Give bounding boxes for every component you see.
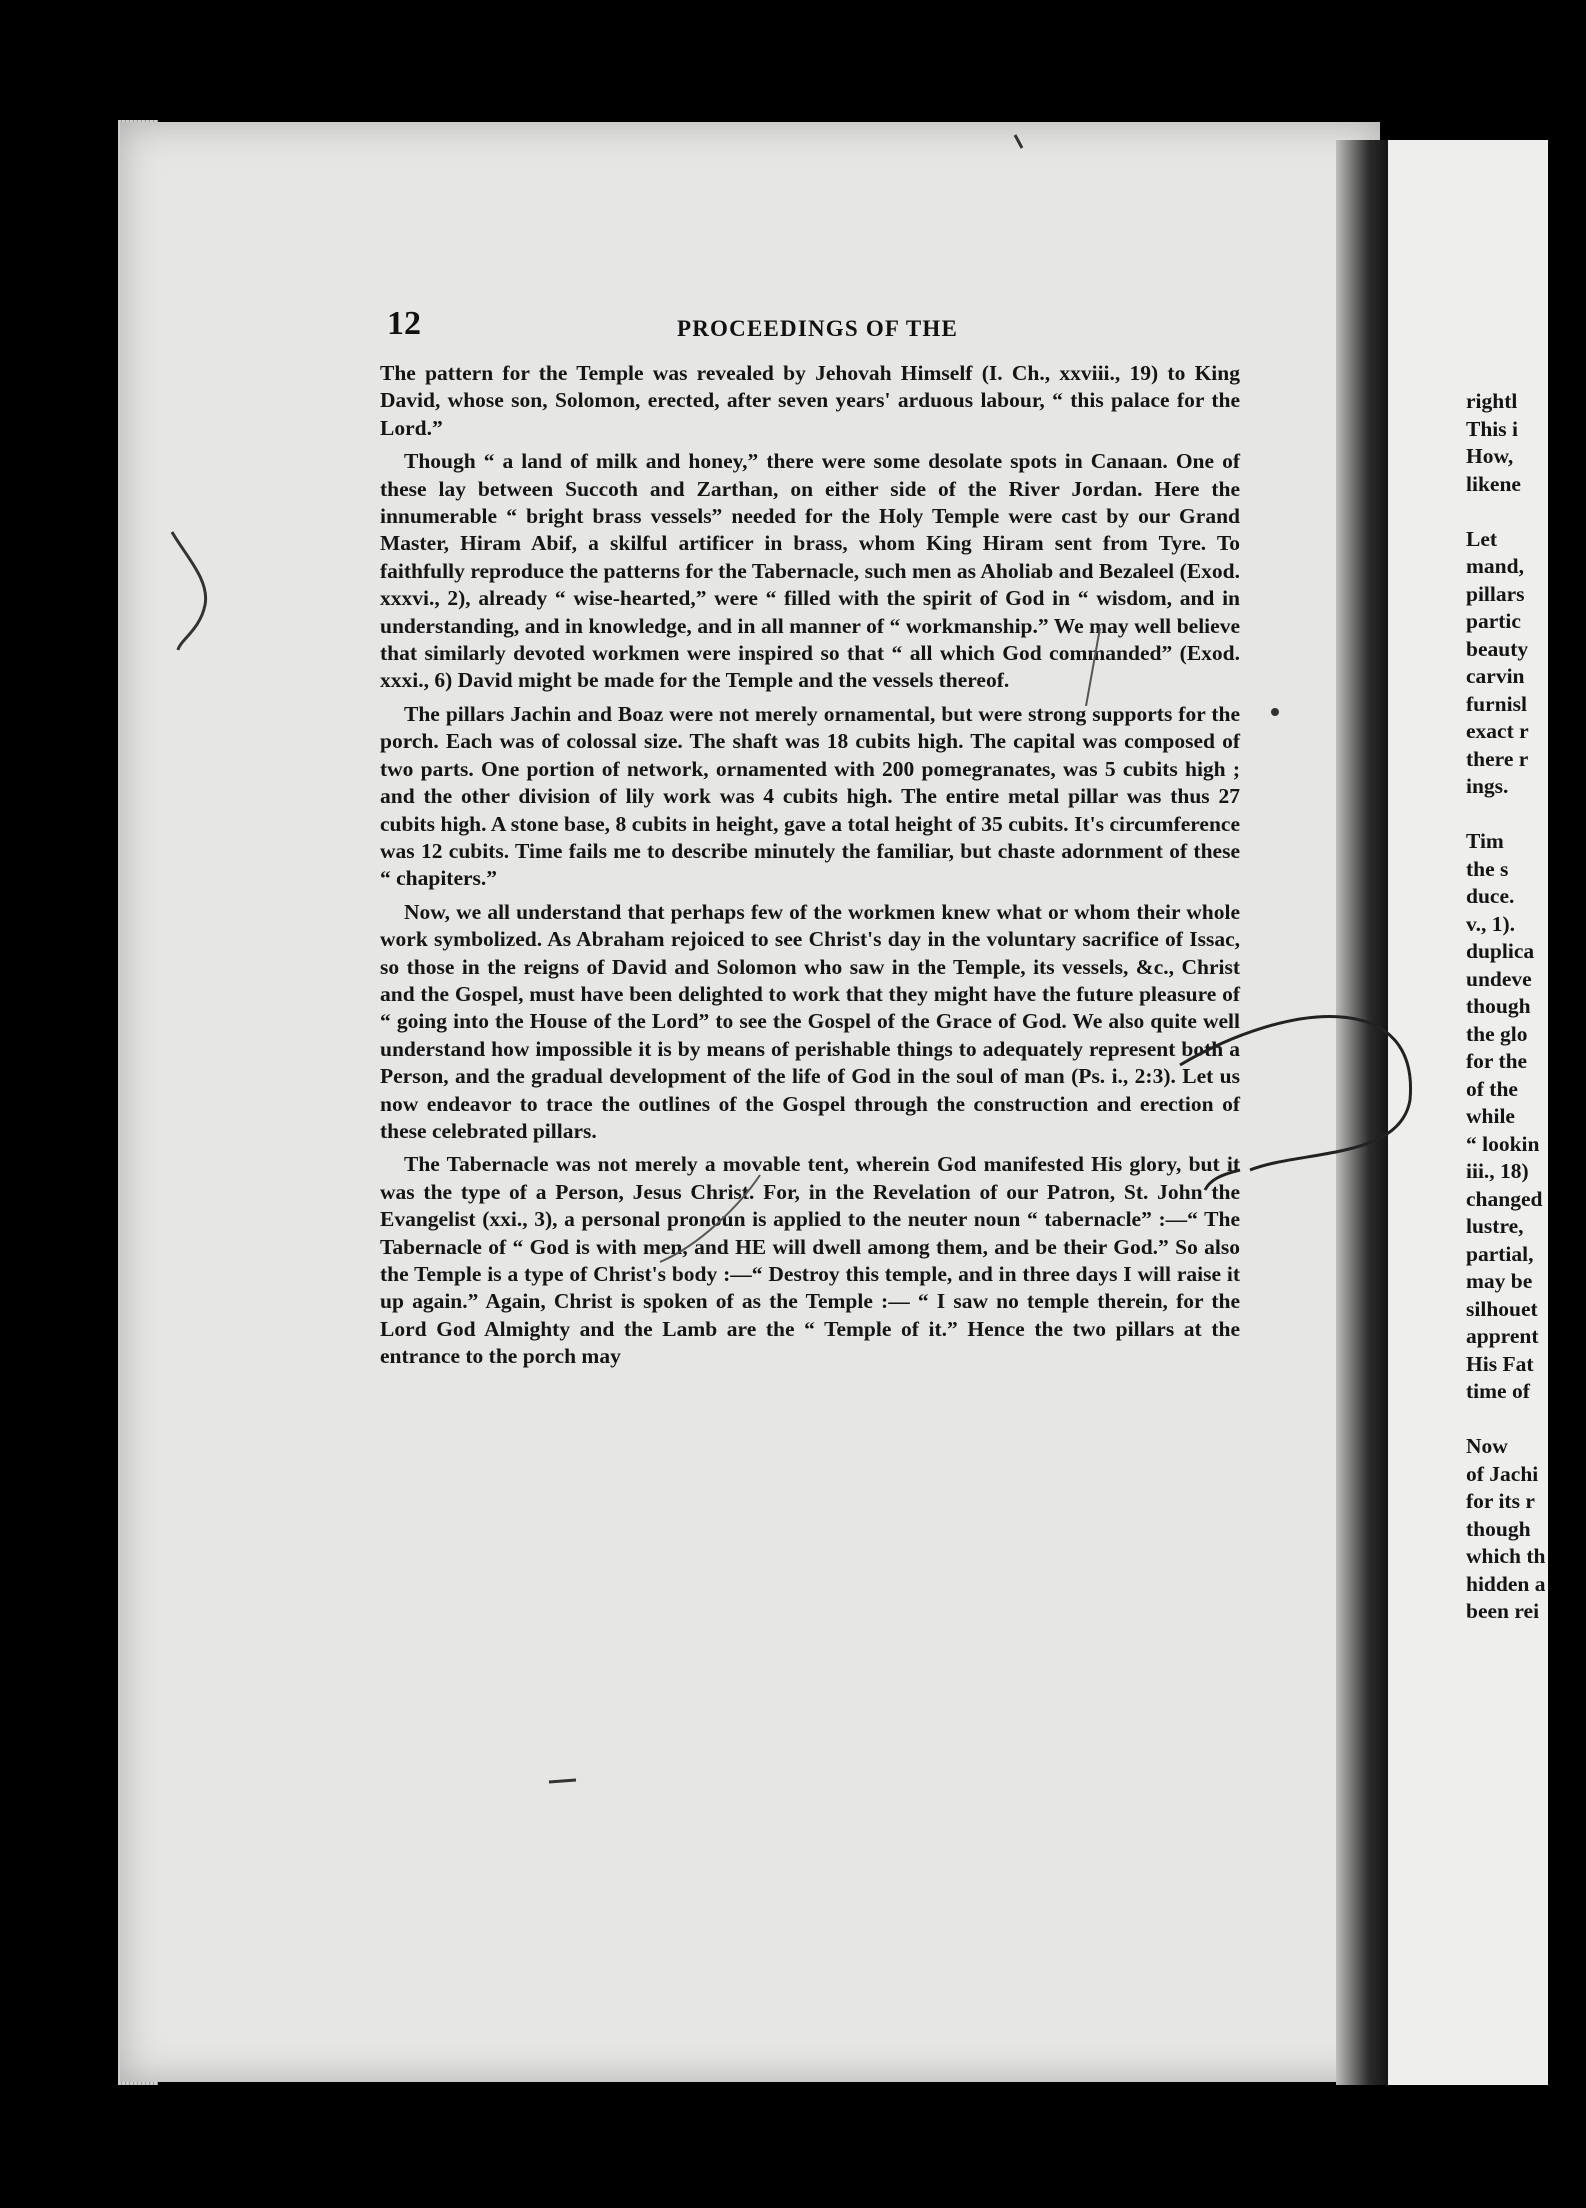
paragraph: The Tabernacle was not merely a movable tent, wherein God manifested His glory, but it was the type of a Person, Jesus Christ. For, in the Revelation of our Patron, St. John the Evangelist (xxi., 3), a personal pronoun is applied to the neuter noun “ tabernacle” :—“ The Tabernacle of “ God is with men, and HE will dwell among them, and be their God.” So also the Temple is a type of Christ's body :—“ Destroy this temple, and in three days I will raise it up again.” Again, Christ is spoken of as the Temple :— “ I saw no temple therein, for the Lord God Almighty and the Lamb are the “ Temple of it.” Hence the two pillars at the entrance to the porch may	[380, 1152, 1240, 1369]
page-number: 12	[387, 305, 421, 342]
facing-page-line: Now	[1466, 1434, 1508, 1458]
facing-page-line: Tim	[1466, 829, 1504, 853]
running-head: PROCEEDINGS OF THE	[677, 316, 959, 341]
facing-page-line: v., 1).	[1466, 911, 1515, 936]
ink-spot	[1271, 708, 1279, 716]
facing-page-line: partic	[1466, 609, 1521, 633]
facing-page-line: exact r	[1466, 719, 1529, 743]
facing-page-line: “ lookin	[1466, 1131, 1540, 1156]
facing-page-line: changed	[1466, 1186, 1543, 1211]
facing-page-line: carvin	[1466, 664, 1525, 688]
facing-page-line: silhouet	[1466, 1296, 1538, 1321]
facing-page-line: the glo	[1466, 1021, 1528, 1046]
pen-stroke	[660, 1175, 760, 1262]
scribble-loop	[1180, 1017, 1411, 1170]
facing-page-line: of Jachi	[1466, 1461, 1539, 1486]
facing-page-line: furnisl	[1466, 691, 1527, 716]
facing-page-line: beauty	[1466, 636, 1529, 661]
facing-page-line: which th	[1466, 1544, 1546, 1568]
facing-page-line: for its r	[1466, 1489, 1535, 1513]
paragraph: The pattern for the Temple was revealed by Jehovah Himself (I. Ch., xxviii., 19) to King David, whose son, Solomon, erected, after seven years' arduous labour, “ this palace for the Lord.”	[380, 361, 1240, 440]
pen-stroke	[1086, 628, 1100, 706]
facing-page-line: hidden a	[1466, 1571, 1546, 1596]
facing-page-line: been rei	[1466, 1599, 1540, 1623]
facing-page-line: though	[1466, 1516, 1531, 1541]
facing-page-line: This i	[1466, 416, 1518, 441]
facing-page-line: rightl	[1466, 389, 1518, 413]
facing-page-line: His Fat	[1466, 1351, 1534, 1376]
facing-page-line: of the	[1466, 1076, 1518, 1101]
facing-page-line: iii., 18)	[1466, 1159, 1529, 1183]
facing-page-line: undeve	[1466, 966, 1532, 991]
facing-page-line: duce.	[1466, 884, 1515, 908]
facing-page-line: partial,	[1466, 1241, 1534, 1266]
facing-page-line: lustre,	[1466, 1214, 1524, 1238]
facing-page-line: while	[1466, 1104, 1515, 1128]
paragraph: The pillars Jachin and Boaz were not merely ornamental, but were strong supports for the porch. Each was of colossal size. The shaft was 18 cubits high. The capital was composed of two parts. One portion of network, ornamented with 200 pomegranates, was 5 cubits high ; and the other division of lily work was 4 cubits high. The entire metal pillar was thus 27 cubits high. A stone base, 8 cubits in height, gave a total height of 35 cubits. It's circumference was 12 cubits. Time fails me to describe minutely the familiar, but chaste adornment of these “ chapiters.”	[380, 701, 1240, 891]
facing-page-line: may be	[1466, 1269, 1533, 1293]
paragraph: Now, we all understand that perhaps few of the workmen knew what or whom their whole work symbolized. As Abraham rejoiced to see Christ's day in the voluntary sacrifice of Issac, so those in the reigns of David and Solomon who saw in the Temple, its vessels, &c., Christ and the Gospel, must have been delighted to work that they might have the future pleasure of “ going into the House of the Lord” to see the Gospel of the Grace of God. We also quite well understand how impossible it is by means of perishable things to adequately represent both a Person, and the gradual development of the life of God in the soul of man (Ps. i., 2:3). Let us now endeavor to trace the outlines of the Gospel through the construction and erection of these celebrated pillars.	[380, 899, 1240, 1143]
pen-stroke	[1015, 135, 1022, 148]
facing-page-line: the s	[1466, 856, 1509, 881]
facing-page-line: Let	[1466, 526, 1498, 551]
pen-stroke	[549, 1780, 576, 1782]
paragraph: Though “ a land of milk and honey,” there were some desolate spots in Canaan. One of these lay between Succoth and Zarthan, on either side of the River Jordan. Here the innumerable “ bright brass vessels” needed for the Holy Temple were cast by our Grand Master, Hiram Abif, a skilful artificer in brass, whom King Hiram sent from Tyre. To faithfully reproduce the patterns for the Tabernacle, such men as Aholiab and Bezaleel (Exod. xxxvi., 2), already “ wise-hearted,” were “ filled with the spirit of God in “ wisdom, and in understanding, and in knowledge, and in all manner of “ workmanship.” We may well believe that similarly devoted workmen were inspired so that “ all which God commanded” (Exod. xxxi., 6) David might be made for the Temple and the vessels thereof.	[380, 449, 1240, 693]
facing-page-line: duplica	[1466, 939, 1535, 963]
facing-page-line: likene	[1466, 471, 1521, 496]
facing-page-line: apprent	[1466, 1324, 1539, 1348]
facing-page-line: for the	[1466, 1049, 1528, 1073]
margin-pen-mark	[172, 532, 206, 650]
facing-page-line: time of	[1466, 1379, 1530, 1403]
facing-page-line: there r	[1466, 746, 1529, 771]
facing-page-line: How,	[1466, 444, 1514, 468]
facing-page-line: pillars	[1466, 581, 1525, 606]
facing-page-line: ings.	[1466, 774, 1509, 798]
facing-page-line: though	[1466, 994, 1531, 1018]
facing-page-line: mand,	[1466, 554, 1524, 578]
scribble-tail	[1205, 1170, 1240, 1190]
